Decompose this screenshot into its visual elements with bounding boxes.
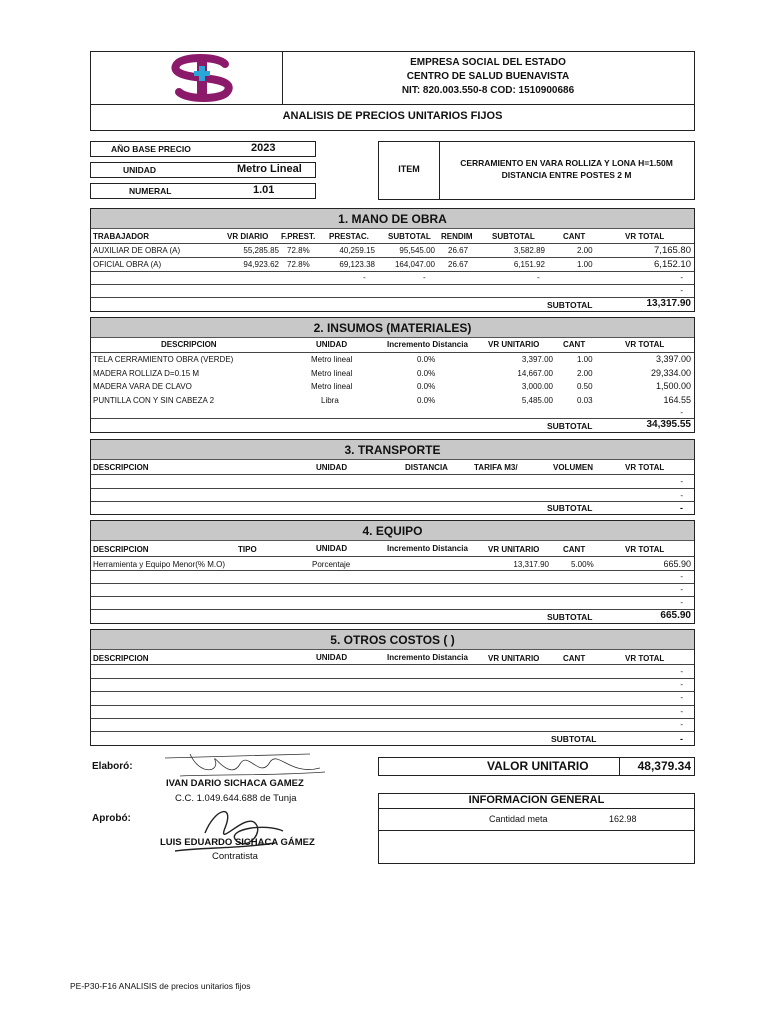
elaboro-name: IVAN DARIO SICHACA GAMEZ — [166, 778, 304, 789]
valor-unitario-box — [378, 757, 695, 776]
subtotal-value: 34,395.55 — [646, 419, 691, 430]
year-value: 2023 — [251, 142, 276, 154]
section-title: 5. OTROS COSTOS ( ) — [91, 630, 694, 650]
subtotal-label: SUBTOTAL — [547, 612, 593, 622]
section-transporte: 3. TRANSPORTE DESCRIPCION UNIDAD DISTANCIA TARIFA M3/ VOLUMEN VR TOTAL - - SUBTOTAL - — [90, 439, 695, 515]
numeral-value: 1.01 — [253, 184, 275, 196]
unit-box: UNIDAD Metro Lineal — [90, 162, 316, 178]
year-box: AÑO BASE PRECIO 2023 — [90, 141, 316, 157]
logo-cell — [91, 52, 283, 104]
section-mano-obra: 1. MANO DE OBRA TRABAJADOR VR DIARIO F.PREST. PRESTAC. SUBTOTAL RENDIM SUBTOTAL CANT VR TOTAL AUXILIAR DE OBRA (A) 55,285.85 72.8% 40,259.15 95,545.00 26.67 3,582.89 2.00 7,165.80 OFICIAL OBRA (A) 94,923.62 72.8% 69,123.38 164,047.00 26.67 6,151.92 1.00 6,152.10 - - - - - SUBTOTAL 13,317.90 — [90, 208, 695, 312]
aprobo-label: Aprobó: — [92, 813, 131, 824]
subtotal-value: - — [680, 734, 683, 744]
doc-code: PE-P30-F16 ANALISIS de precios unitarios fijos — [70, 981, 251, 991]
company-info — [283, 56, 693, 98]
item-description: CERRAMIENTO EN VARA ROLLIZA Y LONA H=1.50M DISTANCIA ENTRE POSTES 2 M — [460, 158, 673, 180]
company-name: EMPRESA SOCIAL DEL ESTADO — [410, 57, 566, 68]
valor-value: 48,379.34 — [637, 759, 691, 773]
info-general-box — [378, 793, 695, 864]
section-title: 3. TRANSPORTE — [91, 440, 694, 460]
subtotal-label: SUBTOTAL — [547, 421, 593, 431]
subtotal-value: 665.90 — [660, 610, 691, 621]
numeral-box: NUMERAL 1.01 — [90, 183, 316, 199]
section-otros: 5. OTROS COSTOS ( ) DESCRIPCION UNIDAD Incremento Distancia VR UNITARIO CANT VR TOTAL - - - - - SUBTOTAL - — [90, 629, 695, 746]
subtotal-value: 13,317.90 — [646, 298, 691, 309]
section-title: 1. MANO DE OBRA — [91, 209, 694, 229]
item-label: ITEM — [398, 164, 420, 174]
elaboro-label: Elaboró: — [92, 761, 133, 772]
section-title: 2. INSUMOS (MATERIALES) — [91, 318, 694, 338]
section-title: 4. EQUIPO — [91, 521, 694, 541]
header-box — [90, 51, 695, 131]
valor-label: VALOR UNITARIO — [487, 759, 589, 773]
elaboro-cc: C.C. 1.049.644.688 de Tunja — [175, 793, 297, 804]
aprobo-role: Contratista — [212, 851, 258, 862]
center-name: CENTRO DE SALUD BUENAVISTA — [406, 71, 570, 82]
section-equipo: 4. EQUIPO DESCRIPCION TIPO UNIDAD Incremento Distancia VR UNITARIO CANT VR TOTAL Herramienta y Equipo Menor(% M.O) Porcentaje 13,317.90 5.00% 665.90 - - - SUBTOTAL 665.90 — [90, 520, 695, 624]
subtotal-value: - — [680, 503, 683, 513]
subtotal-label: SUBTOTAL — [547, 300, 593, 310]
item-box — [378, 141, 695, 200]
unit-value: Metro Lineal — [237, 163, 302, 175]
meta-label: Cantidad meta — [489, 814, 548, 824]
subtotal-label: SUBTOTAL — [547, 503, 593, 513]
subtotal-label: SUBTOTAL — [551, 734, 597, 744]
doc-title: ANALISIS DE PRECIOS UNITARIOS FIJOS — [282, 110, 503, 122]
info-general-title: INFORMACION GENERAL — [468, 794, 605, 806]
meta-value: 162.98 — [609, 814, 637, 824]
nit: NIT: 820.003.550-8 COD: 1510900686 — [401, 85, 575, 96]
aprobo-name: LUIS EDUARDO SICHACA GÁMEZ — [160, 837, 315, 848]
section-insumos: 2. INSUMOS (MATERIALES) DESCRIPCION UNIDAD Incremento Distancia VR UNITARIO CANT VR TOTAL TELA CERRAMIENTO OBRA (VERDE) Metro lineal 0.0% 3,397.00 1.00 3,397.00 MADERA ROLLIZA D=0.15 M Metro lineal 0.0% 14,667.00 2.00 29,334.00 MADERA VARA DE CLAVO Metro lineal 0.0% 3,000.00 0.50 1,500.00 PUNTILLA CON Y SIN CABEZA 2 Libra 0.0% 5,485.00 0.03 164.55 - SUBTOTAL 34,395.55 — [90, 317, 695, 433]
health-center-logo — [163, 54, 243, 102]
